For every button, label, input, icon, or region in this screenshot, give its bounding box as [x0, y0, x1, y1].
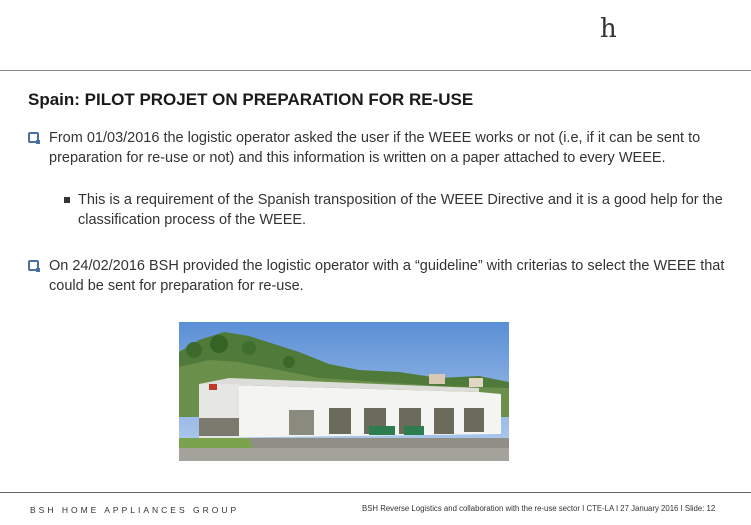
checkbox-bullet-icon [28, 132, 39, 143]
footer-company: BSH HOME APPLIANCES GROUP [30, 505, 240, 515]
slide-title: Spain: PILOT PROJET ON PREPARATION FOR RE-USE [28, 90, 474, 109]
bullet-item [28, 128, 728, 168]
bullet-item [28, 256, 728, 296]
bullet-text: From 01/03/2016 the logistic operator asked the user if the WEEE works or not (i.e, if it can be sent to preparation for re-use or not) and this information is written on a paper attached to every WEEE. [49, 130, 701, 166]
square-bullet-icon [64, 197, 70, 203]
footer-divider [0, 492, 751, 493]
facility-photo [179, 322, 509, 461]
logo: h [600, 14, 617, 44]
checkbox-bullet-icon [28, 260, 39, 271]
header-divider [0, 70, 751, 71]
sub-bullet-item [64, 190, 724, 230]
footer-slide-info: BSH Reverse Logistics and collaboration with the re-use sector I CTE-LA I 27 January 2016 I Slide: 12 [362, 504, 716, 513]
sub-bullet-text: This is a requirement of the Spanish transposition of the WEEE Directive and it is a good help for the classification process of the WEEE. [78, 192, 723, 228]
bullet-text: On 24/02/2016 BSH provided the logistic operator with a “guideline” with criterias to select the WEEE that could be sent for preparation for re-use. [49, 258, 725, 294]
